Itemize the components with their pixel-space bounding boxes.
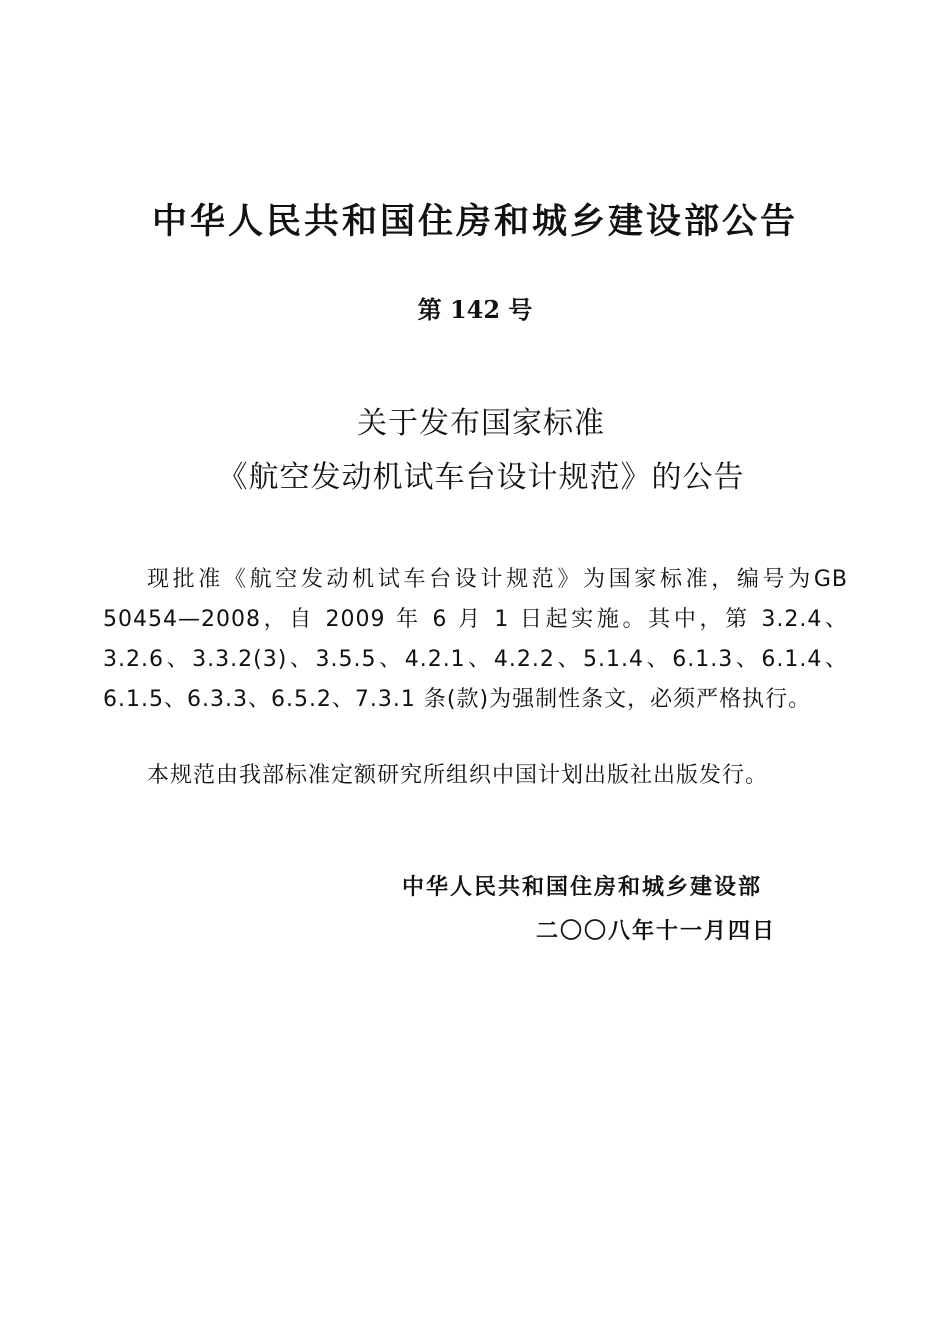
signature-date: 二〇〇八年十一月四日 bbox=[536, 919, 777, 944]
body-paragraph-1: 现批准《航空发动机试车台设计规范》为国家标准，编号为GB 50454—2008，自 2009 年 6 月 1 日起实施。其中，第 3.2.4、3.2.6、3.3.2(3)、3.5.5、4.2.1、4.2.2、5.1.4、6.1.3、6.1.4、6.1.5、6.3.3、6.5.2、7.3.1 条(款)为强制性条文，必须严格执行。 bbox=[103, 567, 848, 712]
body-paragraph-1-container bbox=[103, 560, 848, 720]
signature-organization: 中华人民共和国住房和城乡建设部 bbox=[402, 875, 763, 900]
announcement-subject-line-2: 《航空发动机试车台设计规范》的公告 bbox=[217, 460, 745, 495]
announcement-subject-line-1: 关于发布国家标准 bbox=[357, 406, 605, 441]
announcement-authority-title: 中华人民共和国住房和城乡建设部公告 bbox=[151, 202, 798, 242]
body-paragraph-2: 本规范由我部标准定额研究所组织中国计划出版社出版发行。 bbox=[147, 763, 769, 788]
body-paragraph-2-container bbox=[103, 756, 848, 796]
announcement-number: 第 142 号 bbox=[417, 295, 533, 324]
